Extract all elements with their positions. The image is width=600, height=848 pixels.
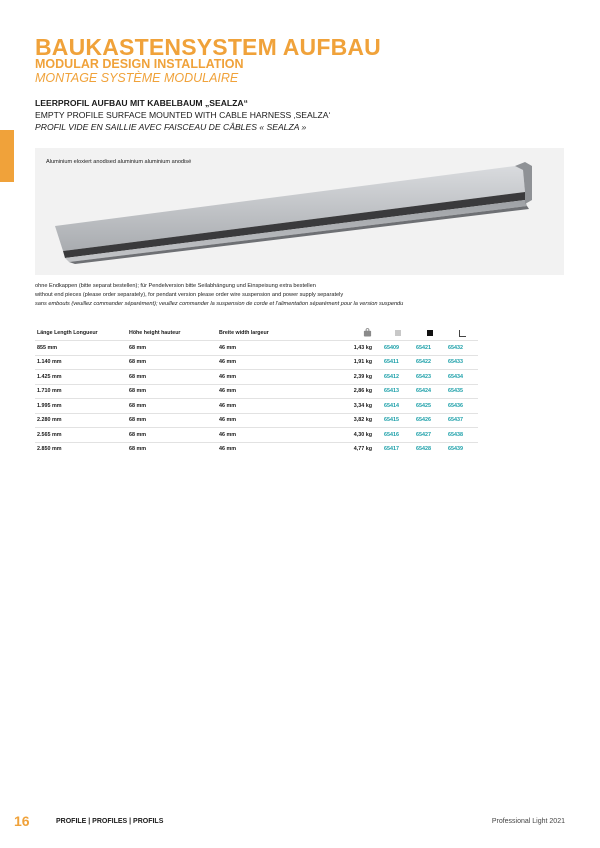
cell-weight: 1,91 kg <box>311 355 382 370</box>
article-code-white: 65436 <box>446 399 478 414</box>
header-silver <box>382 326 414 341</box>
page-subtitle-en: MODULAR DESIGN INSTALLATION <box>35 57 244 71</box>
cell-weight: 4,30 kg <box>311 428 382 443</box>
article-code-silver: 65414 <box>382 399 414 414</box>
table-row <box>35 428 478 443</box>
white-swatch-icon <box>459 330 466 337</box>
header-white <box>446 326 478 341</box>
footer-catalog: Professional Light 2021 <box>491 818 565 825</box>
note-fr: sans embouts (veuillez commander séparément); veuillez commander la suspension de corde et l'alimentation séparément pour la version suspendu <box>35 301 404 307</box>
image-caption: Aluminium eloxiert anodised aluminium aluminium anodisé <box>46 159 192 165</box>
cell-length: 2.850 mm <box>35 442 127 456</box>
cell-height: 68 mm <box>127 341 217 356</box>
cell-weight: 1,43 kg <box>311 341 382 356</box>
cell-width: 46 mm <box>217 442 311 456</box>
cell-width: 46 mm <box>217 399 311 414</box>
silver-swatch-icon <box>395 330 401 336</box>
article-code-black: 65425 <box>414 399 446 414</box>
table-row <box>35 384 478 399</box>
cell-length: 1.425 mm <box>35 370 127 385</box>
article-code-black: 65422 <box>414 355 446 370</box>
cell-weight: 2,39 kg <box>311 370 382 385</box>
header-height: Höhe height hauteur <box>129 330 181 336</box>
header-black <box>414 326 446 341</box>
cell-height: 68 mm <box>127 399 217 414</box>
page-subtitle-fr: MONTAGE SYSTÈME MODULAIRE <box>35 71 239 85</box>
cell-height: 68 mm <box>127 442 217 456</box>
page-number: 16 <box>14 813 30 829</box>
cell-width: 46 mm <box>217 355 311 370</box>
cell-height: 68 mm <box>127 413 217 428</box>
article-code-silver: 65409 <box>382 341 414 356</box>
page-title: BAUKASTENSYSTEM AUFBAU <box>35 34 381 60</box>
table-row <box>35 370 478 385</box>
cell-width: 46 mm <box>217 384 311 399</box>
cell-length: 2.565 mm <box>35 428 127 443</box>
cell-length: 1.140 mm <box>35 355 127 370</box>
article-code-white: 65433 <box>446 355 478 370</box>
profile-rail-illustration <box>35 148 564 275</box>
article-code-silver: 65417 <box>382 442 414 456</box>
header-length: Länge Length Longueur <box>37 330 98 336</box>
product-table <box>35 326 478 456</box>
table-row <box>35 399 478 414</box>
cell-weight: 4,77 kg <box>311 442 382 456</box>
header-width: Breite width largeur <box>219 330 269 336</box>
article-code-black: 65423 <box>414 370 446 385</box>
cell-height: 68 mm <box>127 428 217 443</box>
table-row <box>35 413 478 428</box>
cell-length: 1.995 mm <box>35 399 127 414</box>
table-row <box>35 355 478 370</box>
cell-height: 68 mm <box>127 384 217 399</box>
product-title-en: EMPTY PROFILE SURFACE MOUNTED WITH CABLE HARNESS ‚SEALZA‘ <box>35 110 331 120</box>
article-code-white: 65439 <box>446 442 478 456</box>
article-code-white: 65438 <box>446 428 478 443</box>
article-code-black: 65426 <box>414 413 446 428</box>
article-code-white: 65432 <box>446 341 478 356</box>
article-code-black: 65424 <box>414 384 446 399</box>
cell-length: 2.280 mm <box>35 413 127 428</box>
product-image <box>35 148 564 275</box>
article-code-silver: 65415 <box>382 413 414 428</box>
product-title-fr: PROFIL VIDE EN SAILLIE AVEC FAISCEAU DE CÂBLES « SEALZA » <box>35 122 307 132</box>
article-code-white: 65434 <box>446 370 478 385</box>
weight-icon <box>363 328 372 337</box>
cell-weight: 3,82 kg <box>311 413 382 428</box>
footer-section: PROFILE | PROFILES | PROFILS <box>56 818 164 825</box>
cell-width: 46 mm <box>217 428 311 443</box>
article-code-white: 65435 <box>446 384 478 399</box>
cell-width: 46 mm <box>217 341 311 356</box>
article-code-silver: 65412 <box>382 370 414 385</box>
table-header-row <box>35 326 478 341</box>
black-swatch-icon <box>427 330 433 336</box>
article-code-white: 65437 <box>446 413 478 428</box>
cell-height: 68 mm <box>127 370 217 385</box>
product-title-de: LEERPROFIL AUFBAU MIT KABELBAUM „SEALZA“ <box>35 98 248 108</box>
article-code-black: 65421 <box>414 341 446 356</box>
note-en: without end pieces (please order separately), for pendant version please order wire suspension and power supply separately <box>35 292 344 298</box>
section-tab <box>0 130 14 182</box>
cell-length: 1.710 mm <box>35 384 127 399</box>
header-weight <box>311 326 382 341</box>
article-code-silver: 65411 <box>382 355 414 370</box>
table-row <box>35 442 478 456</box>
cell-width: 46 mm <box>217 370 311 385</box>
article-code-black: 65428 <box>414 442 446 456</box>
article-code-silver: 65413 <box>382 384 414 399</box>
article-code-black: 65427 <box>414 428 446 443</box>
cell-weight: 2,86 kg <box>311 384 382 399</box>
cell-weight: 3,34 kg <box>311 399 382 414</box>
cell-length: 855 mm <box>35 341 127 356</box>
article-code-silver: 65416 <box>382 428 414 443</box>
cell-width: 46 mm <box>217 413 311 428</box>
note-de: ohne Endkappen (bitte separat bestellen); für Pendelversion bitte Seilabhängung und Einspeisung extra bestellen <box>35 283 316 289</box>
table-row <box>35 341 478 356</box>
cell-height: 68 mm <box>127 355 217 370</box>
